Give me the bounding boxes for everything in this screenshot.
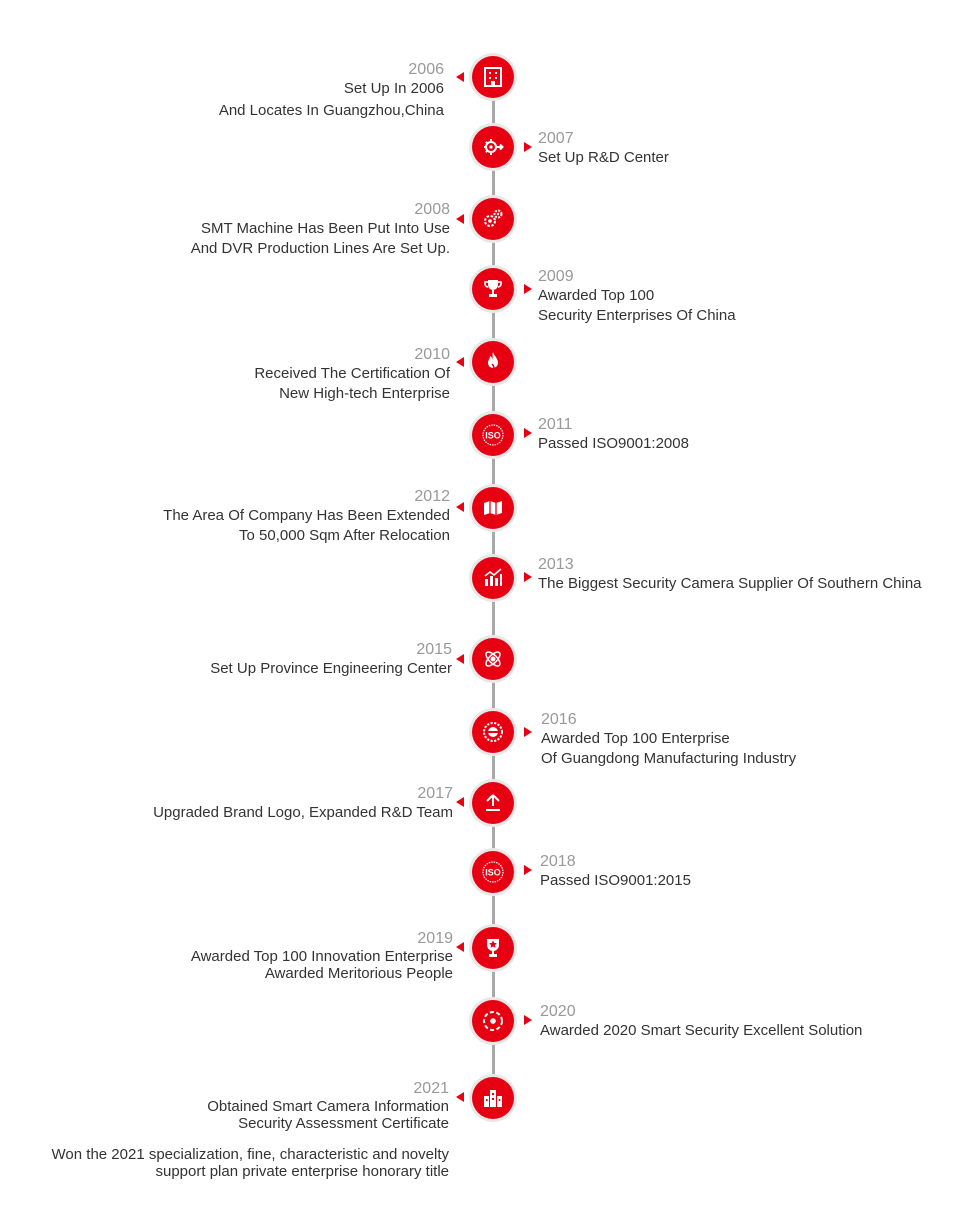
event-extra-line: Won the 2021 specialization, fine, characteristic and novelty (51, 1146, 449, 1163)
gears-icon (481, 207, 505, 231)
svg-text:ISO: ISO (485, 430, 501, 441)
event-desc-line: Awarded Top 100 Enterprise (541, 730, 730, 747)
pointer-2006 (456, 72, 464, 82)
event-desc-line: Security Enterprises Of China (538, 307, 736, 324)
pointer-2017 (456, 797, 464, 807)
pointer-2011 (524, 428, 532, 438)
event-year: 2018 (540, 853, 576, 870)
event-year: 2008 (414, 201, 450, 218)
node-2009 (472, 268, 514, 310)
badge-icon (481, 720, 505, 744)
node-2015 (472, 638, 514, 680)
event-desc-line: SMT Machine Has Been Put Into Use (200, 220, 450, 237)
event-year: 2011 (538, 416, 573, 433)
event-year: 2007 (538, 130, 574, 147)
event-desc-line: Of Guangdong Manufacturing Industry (541, 750, 797, 767)
event-desc-line: The Biggest Security Camera Supplier Of Southern China (538, 575, 922, 592)
event-desc-line: Awarded Top 100 (538, 287, 655, 304)
pointer-2018 (524, 865, 532, 875)
node-2012 (472, 487, 514, 529)
event-desc-line: Obtained Smart Camera Information (207, 1098, 449, 1115)
event-year: 2020 (540, 1003, 576, 1020)
node-2010 (472, 341, 514, 383)
event-desc-line: Security Assessment Certificate (238, 1115, 449, 1132)
bar-chart-icon (481, 566, 505, 590)
event-text-2020 (540, 1003, 862, 1041)
node-2006 (472, 56, 514, 98)
iso-icon (481, 860, 505, 884)
svg-text:ISO: ISO (485, 867, 501, 878)
event-text-2013 (538, 556, 922, 594)
upload-icon (481, 791, 505, 815)
event-desc-line: Awarded 2020 Smart Security Excellent Solution (540, 1022, 863, 1039)
event-desc-line: New High-tech Enterprise (279, 385, 450, 402)
event-text-2012 (163, 488, 450, 546)
event-desc-line: Set Up In 2006 (343, 80, 444, 97)
event-year: 2006 (408, 61, 444, 78)
pointer-2016 (524, 727, 532, 737)
event-desc-line: The Area Of Company Has Been Extended (163, 507, 450, 524)
event-text-2021 (52, 1080, 449, 1180)
trophy-icon (481, 277, 505, 301)
event-year: 2017 (417, 785, 453, 802)
event-text-2010 (254, 346, 450, 404)
pointer-2008 (456, 214, 464, 224)
node-2019 (472, 927, 514, 969)
star-trophy-icon (481, 936, 505, 960)
event-year: 2012 (414, 488, 450, 505)
event-extra-line: support plan private enterprise honorary title (155, 1163, 449, 1180)
node-2007 (472, 126, 514, 168)
iso-icon (481, 423, 505, 447)
event-year: 2015 (416, 641, 452, 658)
event-desc-line: Received The Certification Of (254, 365, 450, 382)
event-desc-line: And DVR Production Lines Are Set Up. (190, 240, 450, 257)
event-text-2015 (210, 641, 452, 679)
node-2008 (472, 198, 514, 240)
event-text-2018 (540, 853, 691, 891)
node-2021 (472, 1077, 514, 1119)
event-desc-line: Awarded Meritorious People (264, 965, 453, 982)
event-year: 2013 (538, 556, 574, 573)
event-year: 2010 (414, 346, 450, 363)
event-desc-line: And Locates In Guangzhou,China (218, 102, 444, 119)
event-year: 2021 (413, 1080, 449, 1097)
pointer-2010 (456, 357, 464, 367)
gear-arrow-icon (481, 135, 505, 159)
event-text-2019 (191, 930, 453, 982)
event-desc-line: Set Up R&D Center (538, 149, 669, 166)
node-2018 (472, 851, 514, 893)
event-year: 2016 (541, 711, 577, 728)
pointer-2015 (456, 654, 464, 664)
pointer-2012 (456, 502, 464, 512)
event-text-2016 (541, 711, 796, 769)
pointer-2007 (524, 142, 532, 152)
flame-icon (481, 350, 505, 374)
pointer-2019 (456, 942, 464, 952)
event-text-2011 (538, 416, 689, 454)
node-2020 (472, 1000, 514, 1042)
event-desc-line: Upgraded Brand Logo, Expanded R&D Team (153, 804, 453, 821)
event-desc-line: Passed ISO9001:2015 (540, 872, 691, 889)
event-year: 2009 (538, 268, 574, 285)
event-year: 2019 (417, 930, 453, 947)
building-icon (481, 65, 505, 89)
event-text-2007 (538, 130, 669, 168)
event-text-2009 (538, 268, 736, 326)
node-2017 (472, 782, 514, 824)
pointer-2013 (524, 572, 532, 582)
target-icon (481, 1009, 505, 1033)
event-desc-line: Set Up Province Engineering Center (210, 660, 452, 677)
node-2013 (472, 557, 514, 599)
city-icon (481, 1086, 505, 1110)
node-2011 (472, 414, 514, 456)
atom-icon (481, 647, 505, 671)
event-desc-line: Awarded Top 100 Innovation Enterprise (190, 948, 453, 965)
event-text-2008 (191, 201, 450, 259)
map-icon (481, 496, 505, 520)
pointer-2009 (524, 284, 532, 294)
event-desc-line: Passed ISO9001:2008 (538, 435, 689, 452)
pointer-2020 (524, 1015, 532, 1025)
pointer-2021 (456, 1092, 464, 1102)
event-text-2006 (219, 61, 444, 121)
event-desc-line: To 50,000 Sqm After Relocation (239, 527, 450, 544)
node-2016 (472, 711, 514, 753)
event-text-2017 (153, 785, 453, 823)
